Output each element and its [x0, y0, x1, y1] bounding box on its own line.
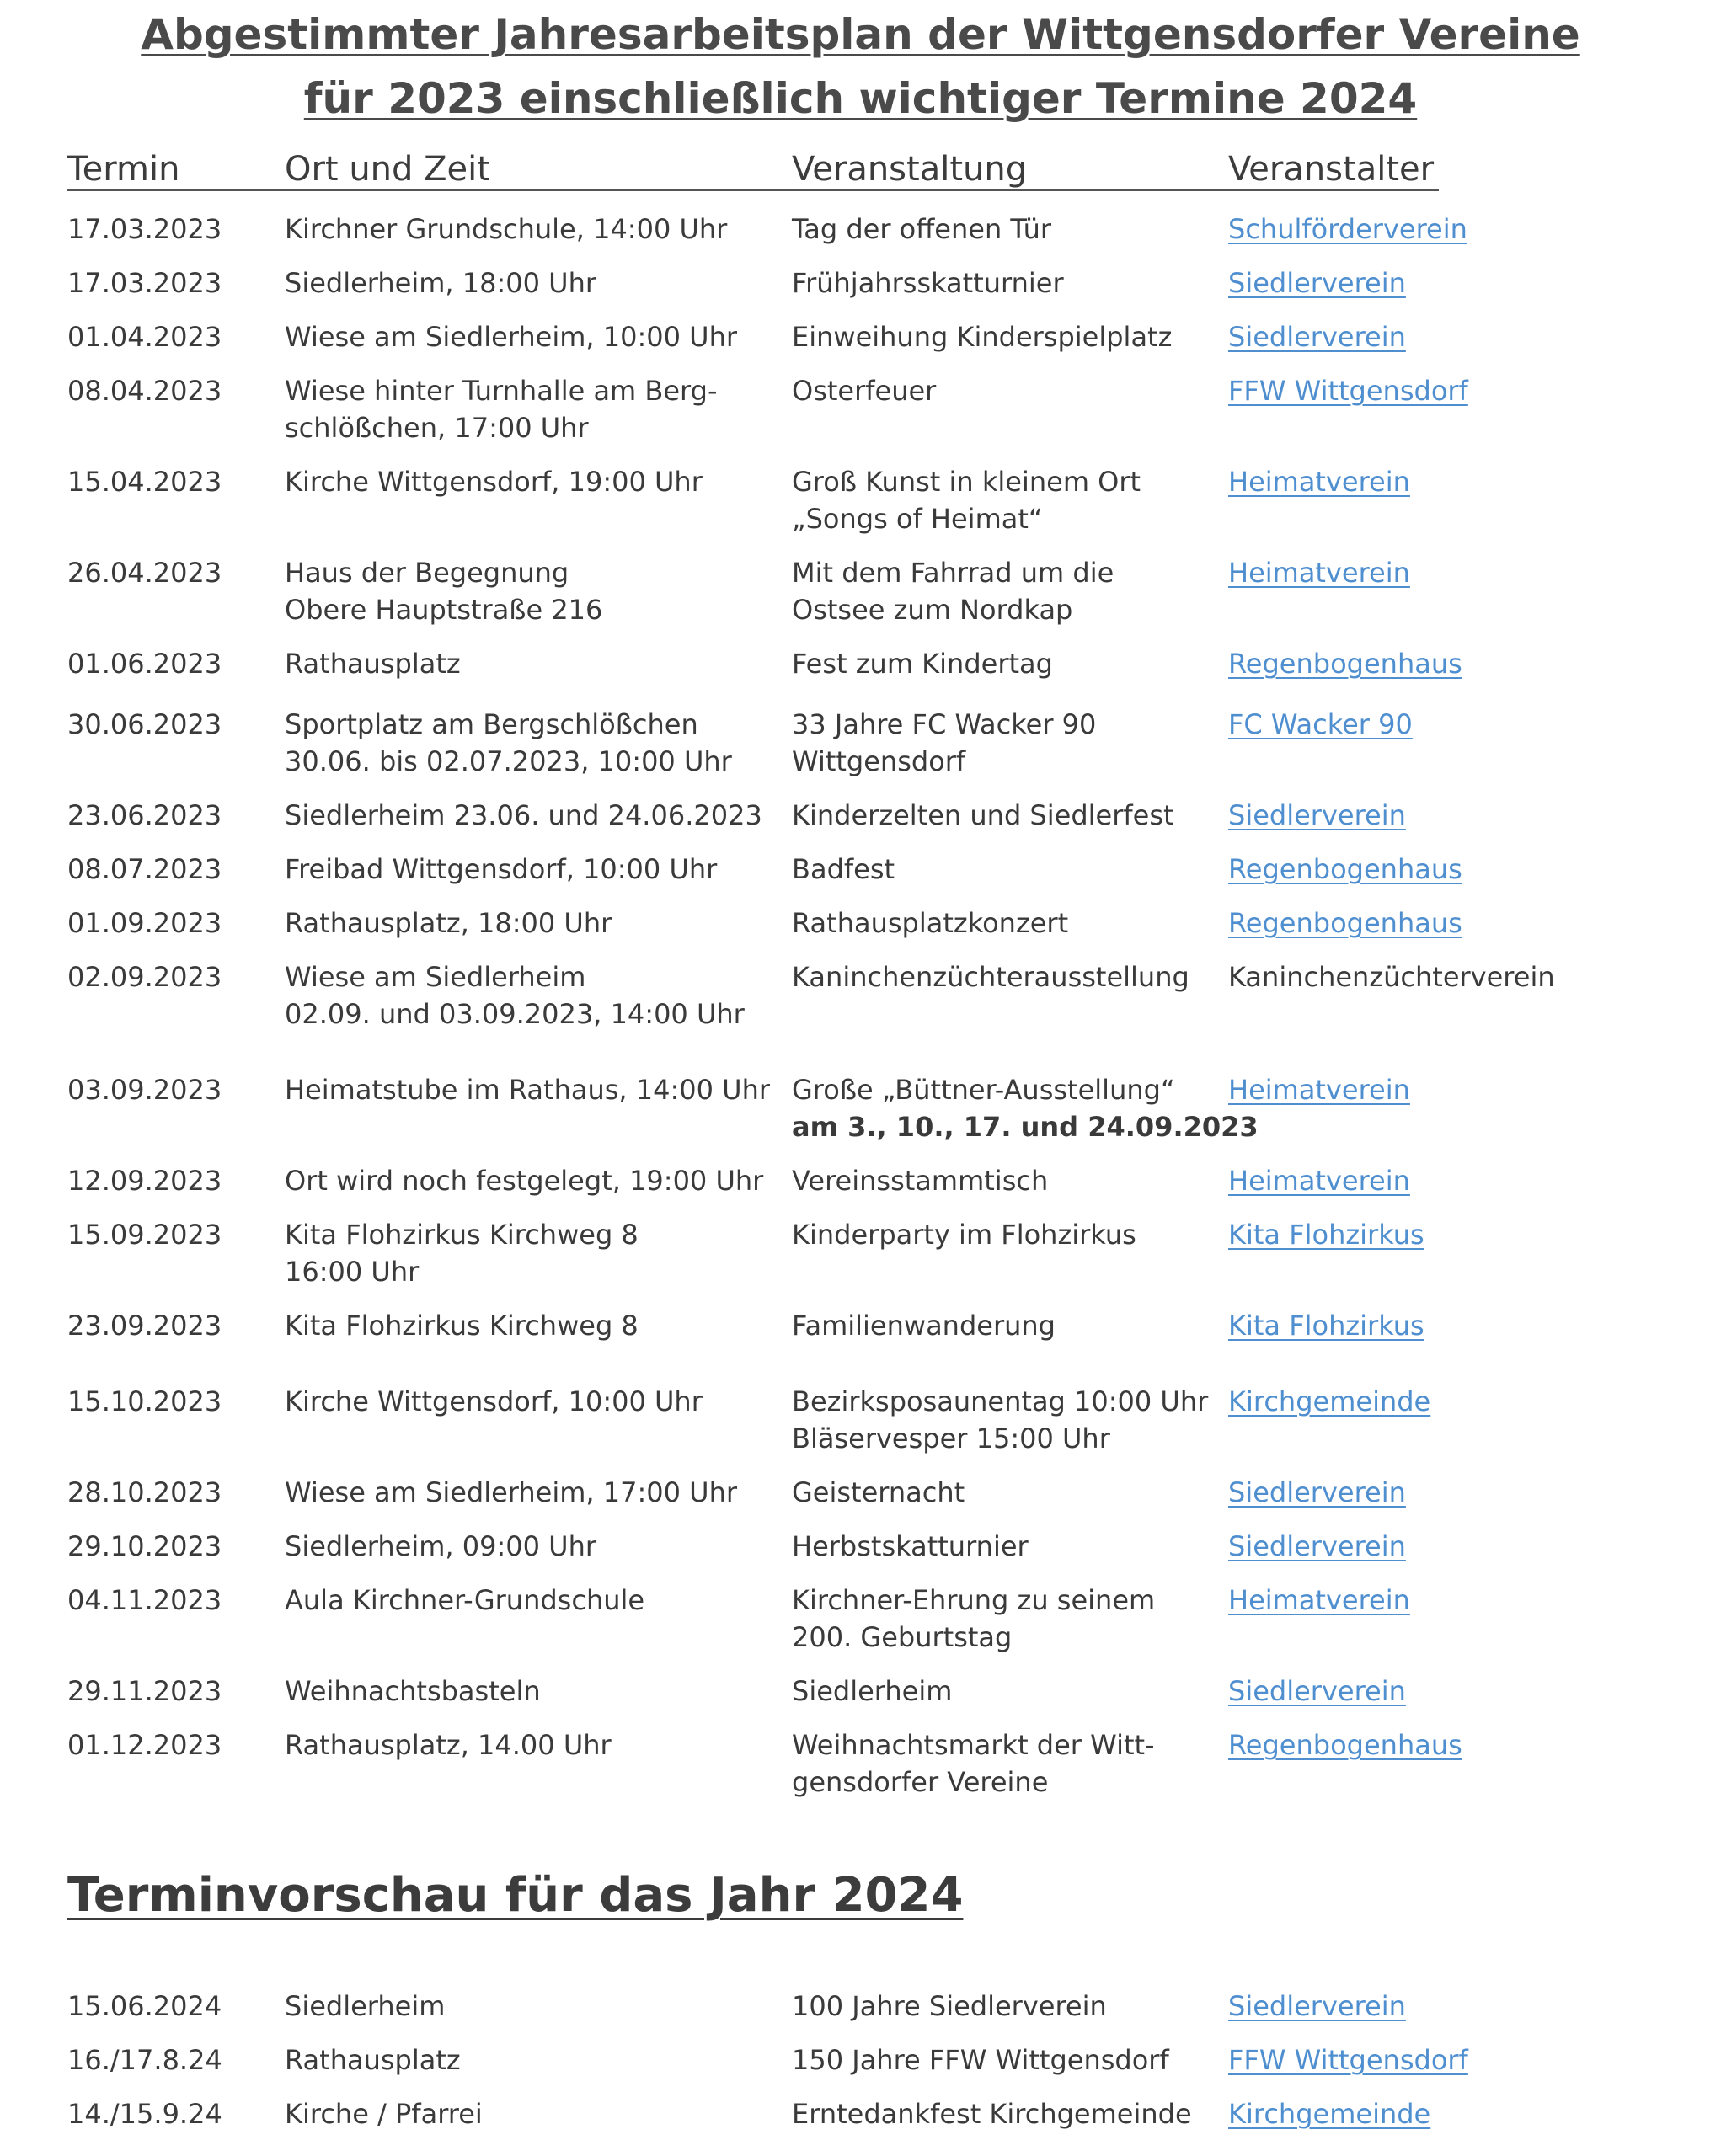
event-date: 26.04.2023 — [67, 557, 222, 589]
organizer-link[interactable]: FFW Wittgensdorf — [1228, 375, 1468, 407]
organizer-link[interactable]: Kita Flohzirkus — [1228, 1310, 1424, 1342]
organizer-link[interactable]: Regenbogenhaus — [1228, 648, 1462, 680]
event-title: Geisternacht — [792, 1476, 965, 1508]
event-date: 01.06.2023 — [67, 648, 222, 680]
event-date: 14./15.9.24 — [67, 2098, 222, 2130]
event-place-time: Ort wird noch festgelegt, 19:00 Uhr — [285, 1165, 764, 1197]
event-place-time: Wiese am Siedlerheim, 10:00 Uhr — [285, 321, 737, 353]
event-date: 30.06.2023 — [67, 708, 222, 740]
organizer-link[interactable]: Kirchgemeinde — [1228, 1385, 1431, 1417]
event-place-time: Kirchner Grundschule, 14:00 Uhr — [285, 213, 728, 245]
event-place-time: Kirche Wittgensdorf, 19:00 Uhr — [285, 466, 703, 498]
event-dates-detail: am 3., 10., 17. und 24.09.2023 — [792, 1111, 1259, 1143]
event-place-time: Siedlerheim 23.06. und 24.06.2023 — [285, 799, 762, 831]
event-title: Einweihung Kinderspielplatz — [792, 321, 1173, 353]
event-title: Kirchner-Ehrung zu seinem 200. Geburtstag — [792, 1584, 1156, 1653]
event-title: Große „Büttner-Ausstellung“ am 3., 10., 17. und 24.09.2023 — [792, 1071, 1259, 1145]
organizer-link[interactable]: Siedlerverein — [1228, 1675, 1406, 1707]
event-title: Rathausplatzkonzert — [792, 907, 1069, 939]
event-place-time: Wiese hinter Turnhalle am Berg- schlößchen, 17:00 Uhr — [285, 375, 718, 444]
event-place-time: Kita Flohzirkus Kirchweg 8 — [285, 1310, 639, 1342]
event-date: 17.03.2023 — [67, 267, 222, 299]
event-place-time: Sportplatz am Bergschlößchen 30.06. bis 02.07.2023, 10:00 Uhr — [285, 708, 732, 777]
event-date: 12.09.2023 — [67, 1165, 222, 1197]
event-place-time: Aula Kirchner-Grundschule — [285, 1584, 645, 1616]
event-date: 16./17.8.24 — [67, 2044, 222, 2076]
event-title: Osterfeuer — [792, 375, 937, 407]
event-date: 01.04.2023 — [67, 321, 222, 353]
event-place-time: Rathausplatz — [285, 2044, 461, 2076]
event-place-time: Wiese am Siedlerheim 02.09. und 03.09.2023, 14:00 Uhr — [285, 961, 745, 1030]
event-title: Erntedankfest Kirchgemeinde — [792, 2098, 1192, 2130]
event-date: 29.10.2023 — [67, 1530, 222, 1562]
organizer-name: Kaninchenzüchterverein — [1228, 961, 1555, 993]
organizer-link[interactable]: Regenbogenhaus — [1228, 853, 1462, 885]
organizer-link[interactable]: Schulförderverein — [1228, 213, 1467, 245]
event-place-time: Rathausplatz, 14.00 Uhr — [285, 1729, 612, 1761]
organizer-link[interactable]: FC Wacker 90 — [1228, 708, 1413, 740]
organizer-link[interactable]: Heimatverein — [1228, 1584, 1410, 1616]
event-place-time: Heimatstube im Rathaus, 14:00 Uhr — [285, 1074, 770, 1106]
event-title: Herbstskatturnier — [792, 1530, 1029, 1562]
event-title: Fest zum Kindertag — [792, 648, 1053, 680]
event-date: 15.10.2023 — [67, 1385, 222, 1417]
event-date: 08.07.2023 — [67, 853, 222, 885]
organizer-link[interactable]: Siedlerverein — [1228, 267, 1406, 299]
event-date: 03.09.2023 — [67, 1074, 222, 1106]
organizer-link[interactable]: Heimatverein — [1228, 557, 1410, 589]
organizer-link[interactable]: Siedlerverein — [1228, 1530, 1406, 1562]
event-title: 150 Jahre FFW Wittgensdorf — [792, 2044, 1169, 2076]
event-date: 15.04.2023 — [67, 466, 222, 498]
organizer-link[interactable]: FFW Wittgensdorf — [1228, 2044, 1468, 2076]
event-date: 17.03.2023 — [67, 213, 222, 245]
organizer-link[interactable]: Regenbogenhaus — [1228, 907, 1462, 939]
organizer-link[interactable]: Heimatverein — [1228, 1074, 1410, 1106]
event-date: 01.09.2023 — [67, 907, 222, 939]
event-date: 29.11.2023 — [67, 1675, 222, 1707]
event-date: 23.06.2023 — [67, 799, 222, 831]
event-place-time: Rathausplatz — [285, 648, 461, 680]
column-header-organizer: Veranstalter — [1228, 150, 1439, 191]
event-title: Familienwanderung — [792, 1310, 1056, 1342]
column-header-event: Veranstaltung — [792, 150, 1230, 191]
event-place-time: Wiese am Siedlerheim, 17:00 Uhr — [285, 1476, 737, 1508]
event-place-time: Haus der Begegnung Obere Hauptstraße 216 — [285, 557, 603, 626]
column-header-place: Ort und Zeit — [285, 150, 794, 191]
event-date: 28.10.2023 — [67, 1476, 222, 1508]
event-title: 33 Jahre FC Wacker 90 Wittgensdorf — [792, 708, 1097, 777]
preview-2024-title: Terminvorschau für das Jahr 2024 — [67, 1868, 964, 1923]
event-title: Vereinsstammtisch — [792, 1165, 1049, 1197]
event-title: Kaninchenzüchterausstellung — [792, 961, 1189, 993]
event-title: Groß Kunst in kleinem Ort „Songs of Heimat“ — [792, 466, 1141, 535]
event-title: Frühjahrsskatturnier — [792, 267, 1064, 299]
organizer-link[interactable]: Siedlerverein — [1228, 321, 1406, 353]
organizer-link[interactable]: Siedlerverein — [1228, 1990, 1406, 2022]
organizer-link[interactable]: Regenbogenhaus — [1228, 1729, 1462, 1761]
event-place-time: Kita Flohzirkus Kirchweg 8 16:00 Uhr — [285, 1219, 639, 1288]
event-date: 01.12.2023 — [67, 1729, 222, 1761]
event-place-time: Weihnachtsbasteln — [285, 1675, 541, 1707]
event-title: Tag der offenen Tür — [792, 213, 1051, 245]
event-title: Weihnachtsmarkt der Witt- gensdorfer Vereine — [792, 1729, 1155, 1798]
event-place-time: Kirche / Pfarrei — [285, 2098, 483, 2130]
event-place-time: Siedlerheim, 09:00 Uhr — [285, 1530, 596, 1562]
event-title: Kinderzelten und Siedlerfest — [792, 799, 1174, 831]
event-place-time: Siedlerheim, 18:00 Uhr — [285, 267, 596, 299]
organizer-link[interactable]: Kita Flohzirkus — [1228, 1219, 1424, 1251]
document-title-line-2: für 2023 einschließlich wichtiger Termine 2024 — [303, 74, 1418, 123]
event-date: 04.11.2023 — [67, 1584, 222, 1616]
event-date: 02.09.2023 — [67, 961, 222, 993]
event-date: 23.09.2023 — [67, 1310, 222, 1342]
organizer-link[interactable]: Heimatverein — [1228, 1165, 1410, 1197]
column-header-date: Termin — [67, 150, 286, 191]
organizer-link[interactable]: Siedlerverein — [1228, 1476, 1406, 1508]
event-title: 100 Jahre Siedlerverein — [792, 1990, 1107, 2022]
event-place-time: Freibad Wittgensdorf, 10:00 Uhr — [285, 853, 718, 885]
event-title: Mit dem Fahrrad um die Ostsee zum Nordkap — [792, 557, 1114, 626]
event-title: Badfest — [792, 853, 895, 885]
event-date: 08.04.2023 — [67, 375, 222, 407]
organizer-link[interactable]: Kirchgemeinde — [1228, 2098, 1431, 2130]
event-place-time: Kirche Wittgensdorf, 10:00 Uhr — [285, 1385, 703, 1417]
organizer-link[interactable]: Siedlerverein — [1228, 799, 1406, 831]
event-date: 15.09.2023 — [67, 1219, 222, 1251]
event-title: Siedlerheim — [792, 1675, 953, 1707]
document-title-line-1: Abgestimmter Jahresarbeitsplan der Wittgensdorfer Vereine — [141, 10, 1580, 59]
event-date: 15.06.2024 — [67, 1990, 222, 2022]
event-title: Kinderparty im Flohzirkus — [792, 1219, 1136, 1251]
event-place-time: Siedlerheim — [285, 1990, 446, 2022]
organizer-link[interactable]: Heimatverein — [1228, 466, 1410, 498]
event-title: Bezirksposaunentag 10:00 Uhr Bläservesper 15:00 Uhr — [792, 1385, 1209, 1454]
event-place-time: Rathausplatz, 18:00 Uhr — [285, 907, 612, 939]
